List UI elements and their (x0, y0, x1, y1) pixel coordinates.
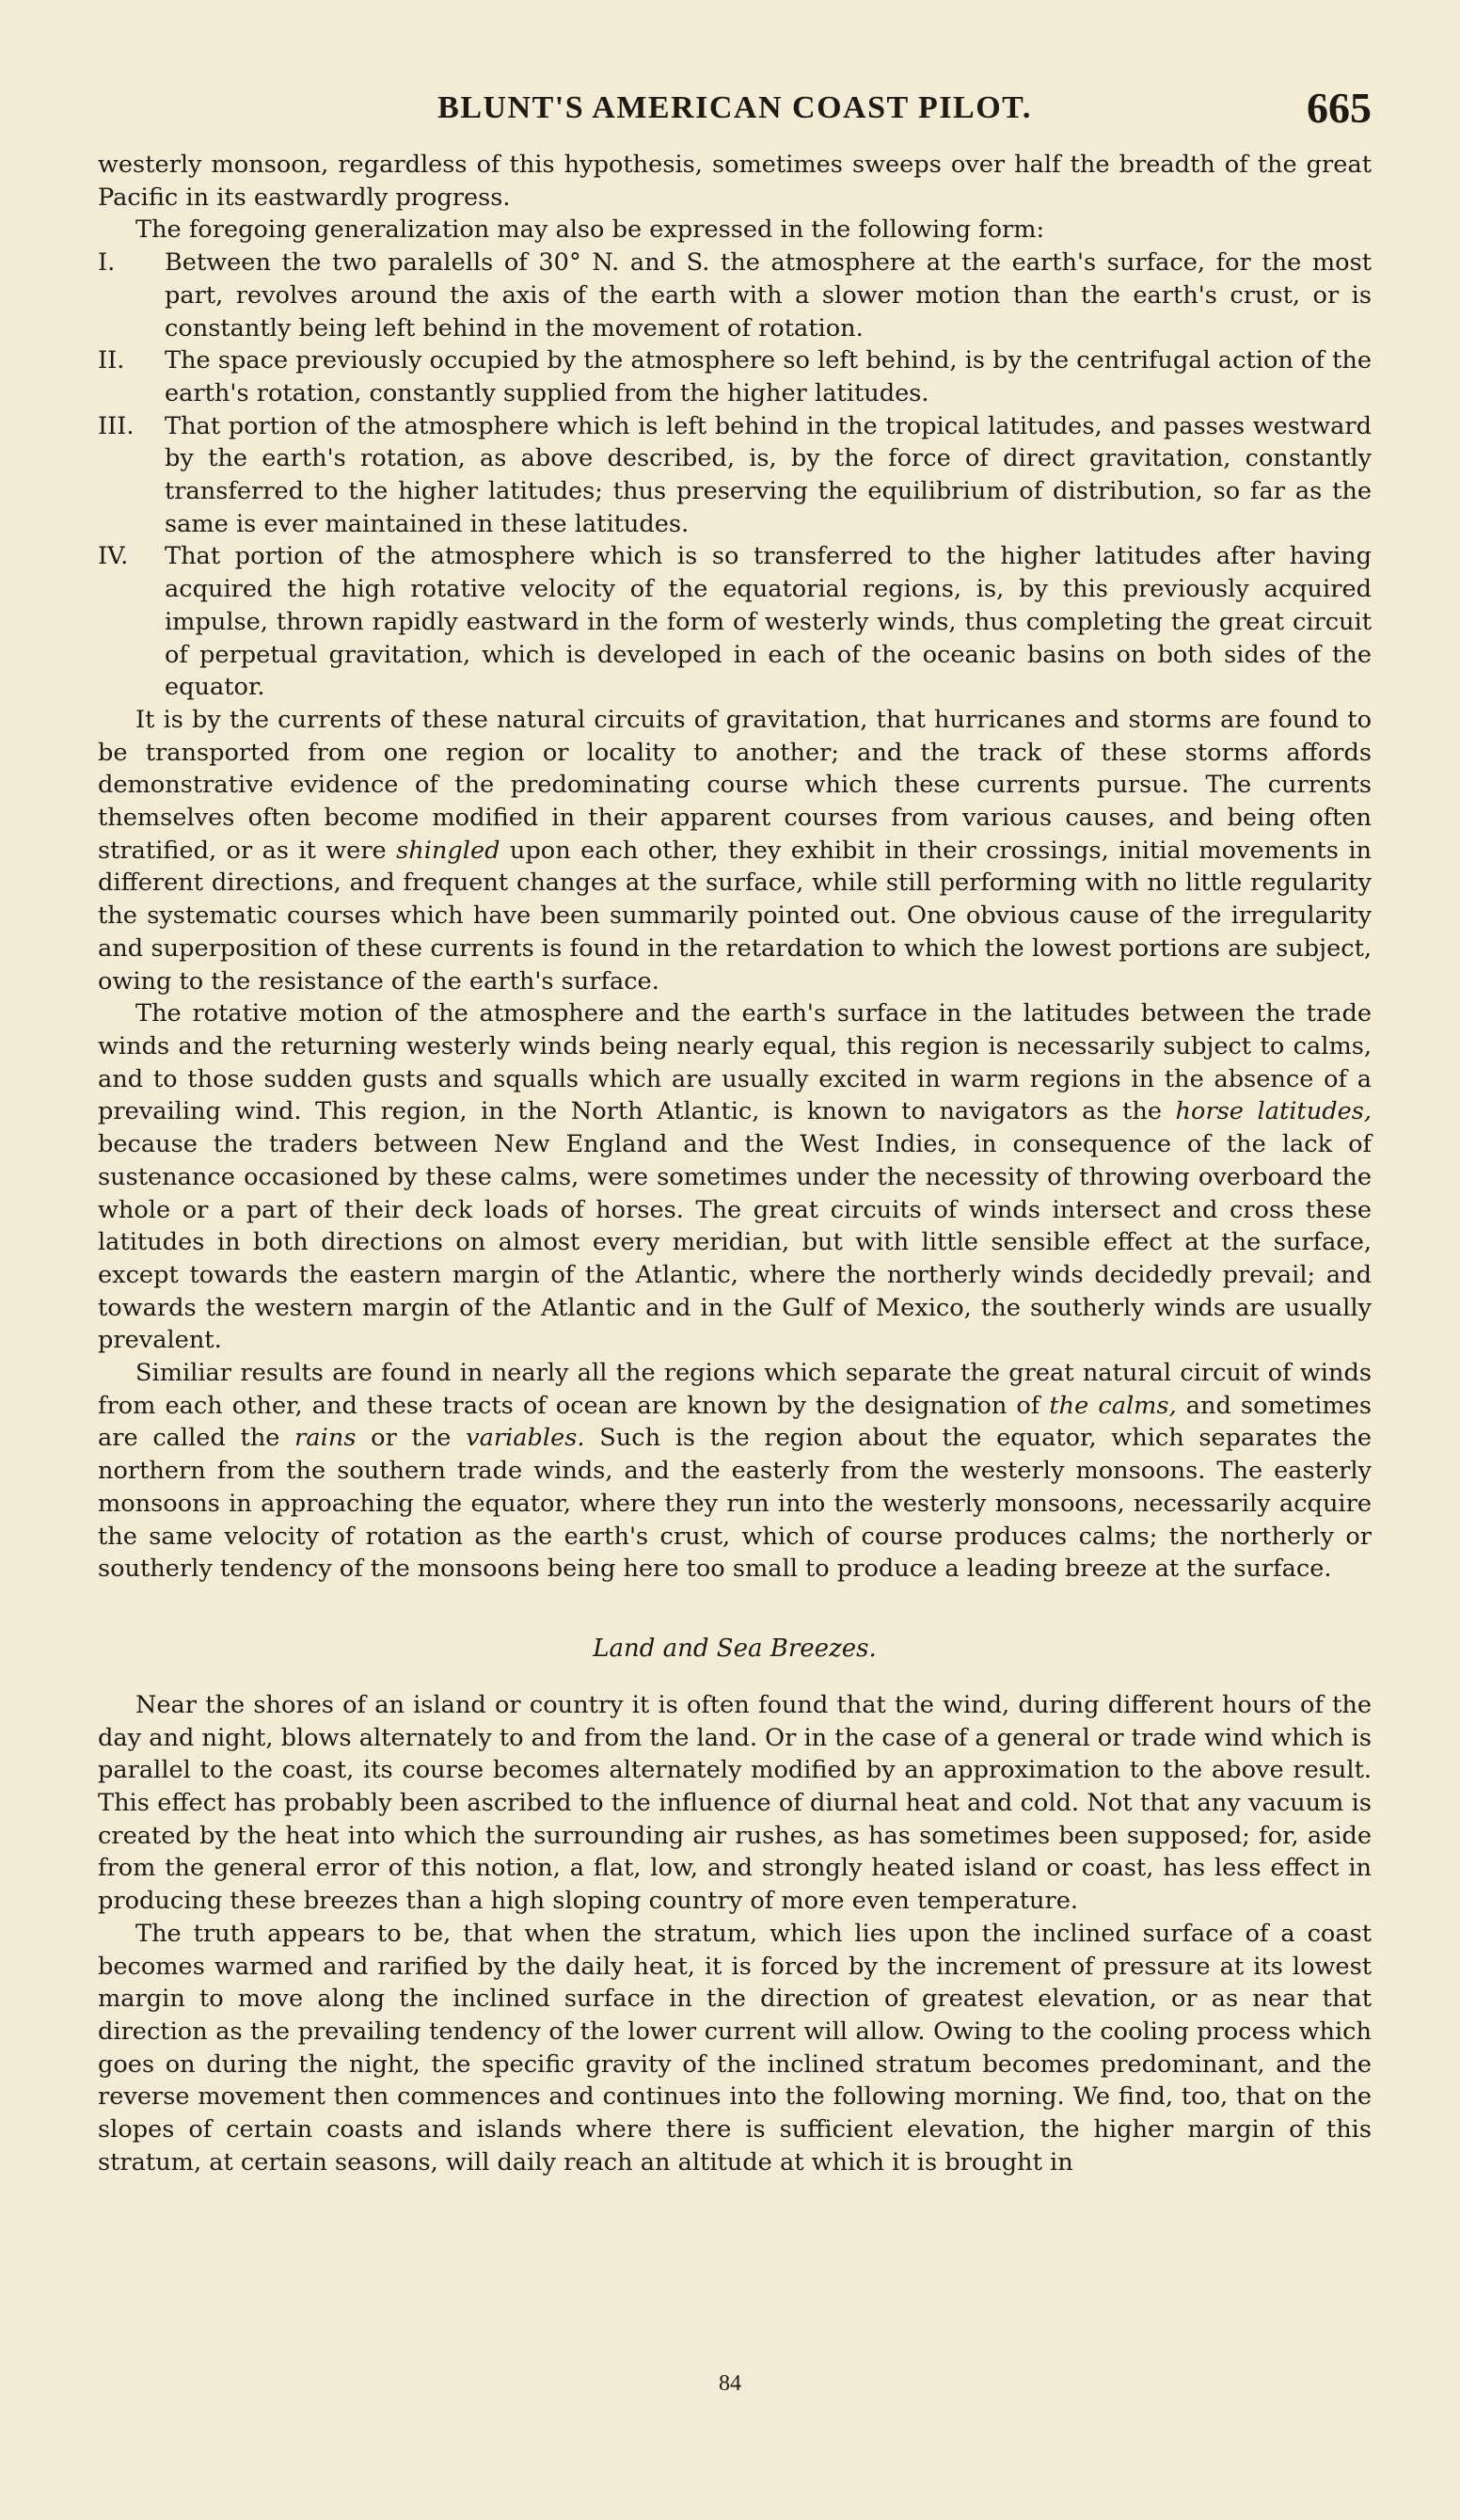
page (98, 83, 1372, 2178)
paragraph-currents (98, 704, 1372, 997)
list-text: The space previously occupied by the atmosphere so left behind, is by the centrifugal action of the earth's rotation, constantly supplied from the higher latitudes. (165, 346, 1372, 407)
paragraph-breezes-2: The truth appears to be, that when the stratum, which lies upon the inclined surface of a coast becomes warmed and rarified by the daily heat, it is forced by the increment of pressure at its lowest margin to move along the inclined surface in the direction of greatest elevation, or as near that direction as the prevailing tendency of the lower current will allow. Owing to the cooling process which goes on during the night, the specific gravity of the inclined stratum becomes predominant, and the reverse movement then commences and continues into the following morning. We find, too, that on the slopes of certain coasts and islands where there is sufficient elevation, the higher margin of this stratum, at certain seasons, will daily reach an altitude at which it is brought in (98, 1919, 1372, 2177)
text-run: The rotative motion of the atmosphere and the earth's surface in the latitudes between the trade winds and the returning westerly winds being nearly equal, this region is necessarily subject to calms, and to those sudden gusts and squalls which are usually excited in warm regions in the absence of a prevailing wind. This region, in the North Atlantic, is known to navigators as the (98, 999, 1372, 1126)
list-text: That portion of the atmosphere which is so transferred to the higher latitudes after having acquired the high rotative velocity of the equatorial regions, is, by this previously acquired impulse, thrown rapidly eastward in the form of westerly winds, thus completing the great circuit of perpetual gravitation, which is developed in each of the oceanic basins on both sides of the equator. (165, 542, 1372, 702)
running-head: BLUNT'S AMERICAN COAST PILOT. (437, 90, 1032, 125)
list-item-2 (98, 344, 1372, 409)
text-run: upon each other, they exhibit in their crossings, initial movements in different directions, and frequent changes at the surface, while still performing with no little regularity the systematic courses which have been summarily pointed out. One obvious cause of the irregularity and superposition of these currents is found in the retardation to which the lowest portions are subject, owing to the resistance of the earth's surface. (98, 836, 1372, 996)
italic-term: shingled (396, 836, 500, 865)
paragraph-breezes-1: Near the shores of an island or country it is often found that the wind, during different hours of the day and night, blows alternately to and from the land. Or in the case of a general or trade wind which is parallel to the coast, its course becomes alternately modified by an approximation to the above result. This effect has probably been ascribed to the influence of diurnal heat and cold. Not that any vacuum is created by the heat into which the surrounding air rushes, as has sometimes been supposed; for, aside from the general error of this notion, a flat, low, and strongly heated island or coast, has less effect in producing these breezes than a high sloping country of more even temperature. (98, 1690, 1372, 1916)
italic-term: variables. (466, 1424, 585, 1453)
paragraph-generalization-intro: The foregoing generalization may also be expressed in the following form: (135, 215, 1045, 245)
paragraph-calms (98, 1357, 1372, 1586)
list-text: Between the two paralells of 30° N. and S. the atmosphere at the earth's surface, for the most part, revolves around the axis of the earth with a slower motion than the earth's crust, or is constantly being left behind in the movement of rotation. (165, 248, 1372, 343)
text-run: Similiar results are found in nearly all the regions which separate the great natural circuit of winds from each other, and these tracts of ocean are known by the designation of (98, 1359, 1372, 1420)
list-numeral: I. (98, 248, 116, 278)
list-item-3 (98, 410, 1372, 541)
folio-signature: 84 (719, 2371, 741, 2396)
list-numeral: III. (98, 411, 135, 440)
italic-term: the calms, (1049, 1391, 1177, 1420)
text-run: because the traders between New England and the West Indies, in consequence of the lack of sustenance occasioned by these calms, were sometimes under the necessity of throwing overboard the whole or a part of their deck loads of horses. The great circuits of winds intersect and cross these latitudes in both directions on almost every meridian, but with little sensible effect at the surface, except towards the eastern margin of the Atlantic, where the northerly winds decidedly prevail; and towards the western margin of the Atlantic and in the Gulf of Mexico, the southerly winds are usually prevalent. (98, 1130, 1372, 1355)
paragraph-horse-latitudes (98, 997, 1372, 1357)
paragraph-continuation: westerly monsoon, regardless of this hypothesis, sometimes sweeps over half the breadth of the great Pacific in its eastwardly progress. (98, 151, 1372, 212)
list-numeral: IV. (98, 542, 129, 571)
text-run: and sometimes are called the (98, 1391, 1372, 1453)
list-item-4 (98, 540, 1372, 704)
section-heading: Land and Sea Breezes. (593, 1634, 877, 1663)
text-run: Such is the region about the equator, which separates the northern from the southern trade winds, and the easterly from the westerly monsoons. The easterly monsoons in approaching the equator, where they run into the westerly monsoons, necessarily acquire the same velocity of rotation as the earth's crust, which of course produces calms; the northerly or southerly tendency of the monsoons being here too small to produce a leading breeze at the surface. (98, 1424, 1372, 1584)
italic-term: horse latitudes, (1175, 1097, 1373, 1126)
italic-term: rains (294, 1424, 357, 1453)
list-numeral: II. (98, 346, 125, 375)
text-run: It is by the currents of these natural circuits of gravitation, that hurricanes and storms are found to be transported from one region or locality to another; and the track of these storms affords demonstrative evidence of the predominating course which these currents pursue. The currents themselves often become modified in their apparent courses from various causes, and being often stratified, or as it were (98, 705, 1372, 865)
page-number: 665 (1307, 84, 1372, 132)
list-item-1 (98, 247, 1372, 344)
list-text: That portion of the atmosphere which is left behind in the tropical latitudes, and passes westward by the earth's rotation, as above described, is, by the force of direct gravitation, constantly transferred to the higher latitudes; thus preserving the equilibrium of distribution, so far as the same is ever maintained in these latitudes. (165, 411, 1372, 538)
text-run: or the (356, 1424, 467, 1453)
page-header (98, 83, 1372, 136)
